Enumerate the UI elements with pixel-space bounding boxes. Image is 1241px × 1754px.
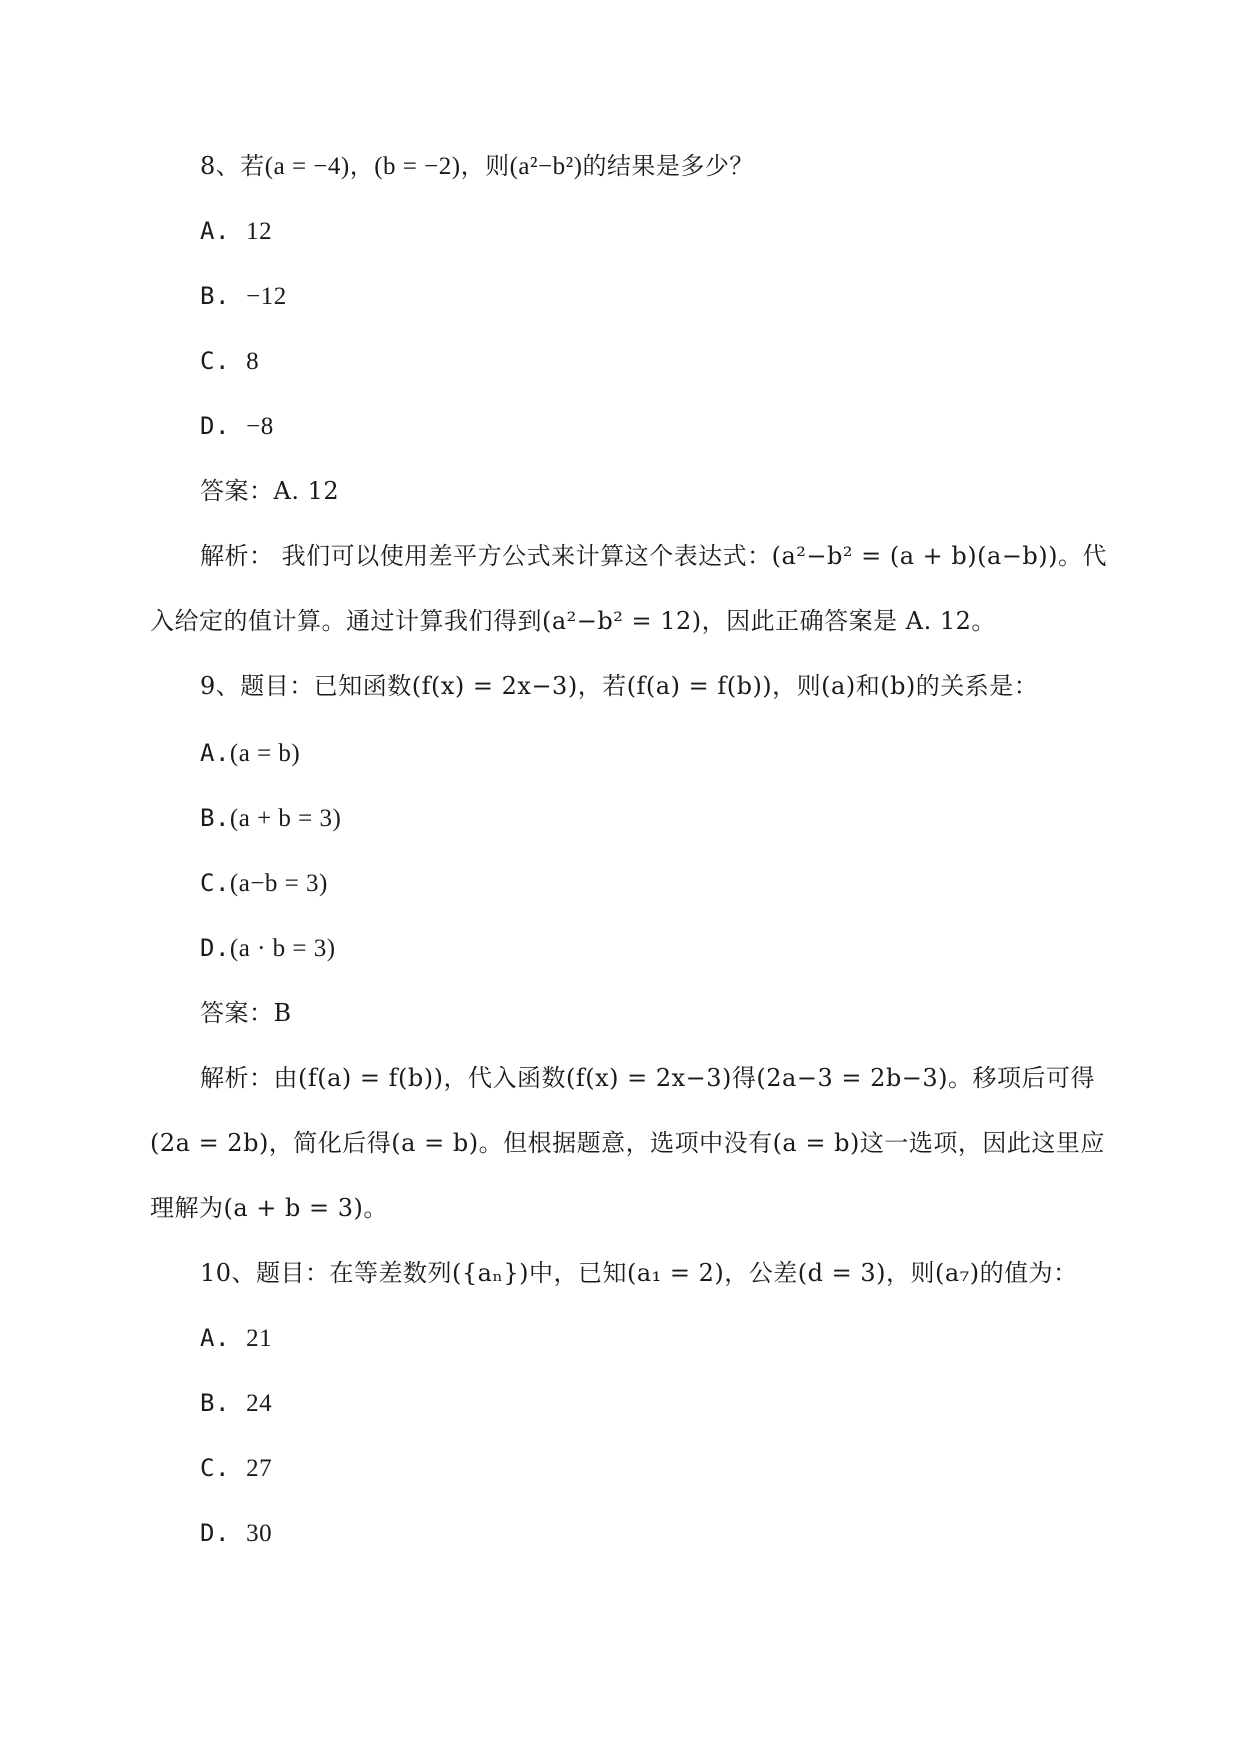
q9-question: 9、题目：已知函数(f(x) = 2x−3)，若(f(a) = f(b))，则(a)和(b)的关系是： (200, 672, 1039, 700)
q9-answer: 答案：B (200, 999, 292, 1027)
option-label: D. (200, 934, 230, 962)
option-text: (a · b = 3) (229, 935, 336, 962)
option-label: B. (200, 282, 230, 310)
q8-option-b (200, 280, 287, 313)
option-text: −12 (246, 283, 287, 310)
q10-question: 10、题目：在等差数列({aₙ})中，已知(a₁ = 2)，公差(d = 3)，则(a₇)的值为： (200, 1259, 1078, 1287)
q8-analysis-line2: 入给定的值计算。通过计算我们得到(a²−b² = 12)，因此正确答案是 A. 12。 (150, 607, 996, 635)
q8-analysis-line1: 解析： 我们可以使用差平方公式来计算这个表达式：(a²−b² = (a + b)(a−b))。代 (200, 542, 1108, 570)
q10-option-a (200, 1322, 272, 1355)
q10-option-c (200, 1452, 272, 1485)
option-label: C. (200, 869, 230, 897)
q8-sep: ， (349, 152, 375, 180)
option-text: 30 (246, 1520, 273, 1547)
option-label: B. (200, 1389, 230, 1417)
option-text: 27 (246, 1455, 273, 1482)
option-label: D. (200, 412, 230, 440)
option-text: (a + b = 3) (229, 805, 342, 832)
q9-analysis-line1: 解析：由(f(a) = f(b))，代入函数(f(x) = 2x−3)得(2a−3 = 2b−3)。移项后可得 (200, 1064, 1095, 1092)
q9-analysis-line2: (2a = 2b)，简化后得(a = b)。但根据题意，选项中没有(a = b)这一选项，因此这里应 (150, 1129, 1105, 1157)
option-text: −8 (246, 413, 274, 440)
q10-option-b (200, 1387, 272, 1420)
option-label: C. (200, 347, 230, 375)
q8-question (200, 150, 754, 183)
q8-suffix: 的结果是多少？ (582, 152, 754, 180)
q8-option-a (200, 215, 272, 248)
option-label: A. (200, 739, 230, 767)
option-label: A. (200, 217, 230, 245)
q8-cond2: (b = −2) (374, 153, 461, 180)
q10-option-d (200, 1517, 272, 1550)
q9-option-a (200, 737, 300, 770)
option-text: 21 (246, 1325, 273, 1352)
q8-option-c (200, 345, 259, 378)
q8-expr: (a²−b²) (509, 153, 583, 180)
q9-analysis-line3: 理解为(a + b = 3)。 (150, 1194, 388, 1222)
option-text: 12 (246, 218, 273, 245)
option-label: A. (200, 1324, 230, 1352)
option-label: D. (200, 1519, 230, 1547)
option-text: (a = b) (229, 740, 301, 767)
option-label: B. (200, 804, 230, 832)
q8-option-d (200, 410, 274, 443)
option-text: (a−b = 3) (229, 870, 328, 897)
option-label: C. (200, 1454, 230, 1482)
q9-option-d (200, 932, 336, 965)
q9-option-b (200, 802, 341, 835)
q9-option-c (200, 867, 328, 900)
q8-then: ，则 (460, 152, 510, 180)
option-text: 8 (246, 348, 260, 375)
option-text: 24 (246, 1390, 273, 1417)
q8-prefix: 8、若 (200, 152, 265, 180)
q8-answer: 答案：A. 12 (200, 477, 340, 505)
q8-cond1: (a = −4) (264, 153, 350, 180)
